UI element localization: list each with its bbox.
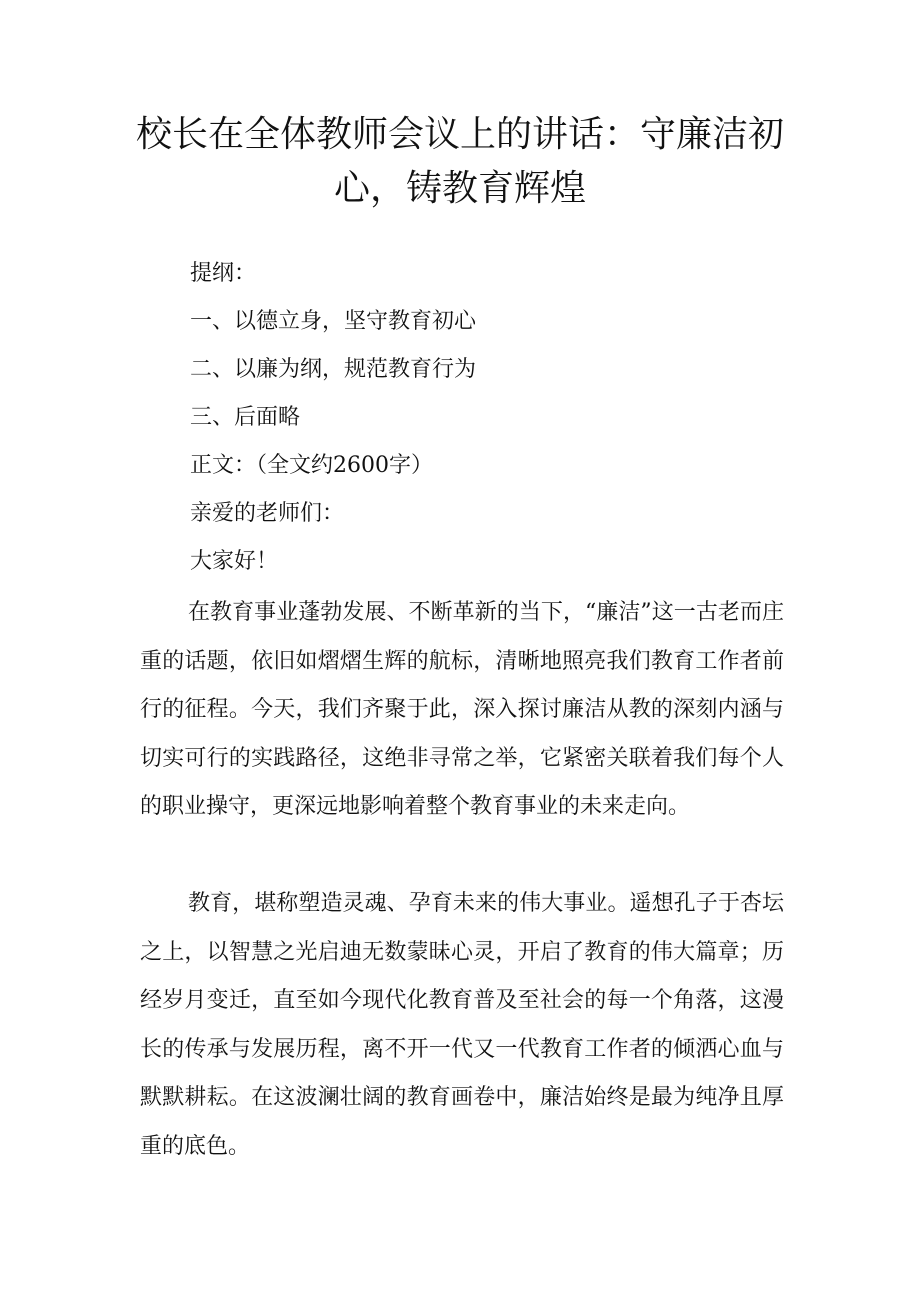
body-note: 正文：（全文约2600字） [190, 453, 433, 478]
body-paragraph-2: 教育，堪称塑造灵魂、孕育未来的伟大事业。遥想孔子于杏坛之上，以智慧之光启迪无数蒙昧心灵，开启了教育的伟大篇章；历经岁月变迁，直至如今现代化教育普及至社会的每一个角落，这漫长的传承与发展历程，离不开一代又一代教育工作者的倾洒心血与默默耕耘。在这波澜壮阔的教育画卷中，廉洁始终是最为纯净且厚重的底色。 [140, 891, 784, 1159]
greeting-line: 大家好！ [190, 549, 279, 574]
body-paragraph-1: 在教育事业蓬勃发展、不断革新的当下，“廉洁”这一古老而庄重的话题，依旧如熠熠生辉的航标，清晰地照亮我们教育工作者前行的征程。今天，我们齐聚于此，深入探讨廉洁从教的深刻内涵与切实可行的实践路径，这绝非寻常之举，它紧密关联着我们每个人的职业操守，更深远地影响着整个教育事业的未来走向。 [140, 600, 784, 819]
salutation-block [190, 490, 344, 586]
outline-item-1: 一、以德立身，坚守教育初心 [190, 309, 477, 334]
outline-heading: 提纲： [190, 261, 257, 286]
outline-item-2: 二、以廉为纲，规范教育行为 [190, 357, 477, 382]
document-title: 校长在全体教师会议上的讲话：守廉洁初心，铸教育辉煌 [135, 114, 784, 209]
outline-item-3: 三、后面略 [190, 405, 301, 430]
outline-section [190, 250, 810, 490]
salutation-line: 亲爱的老师们： [190, 501, 345, 526]
